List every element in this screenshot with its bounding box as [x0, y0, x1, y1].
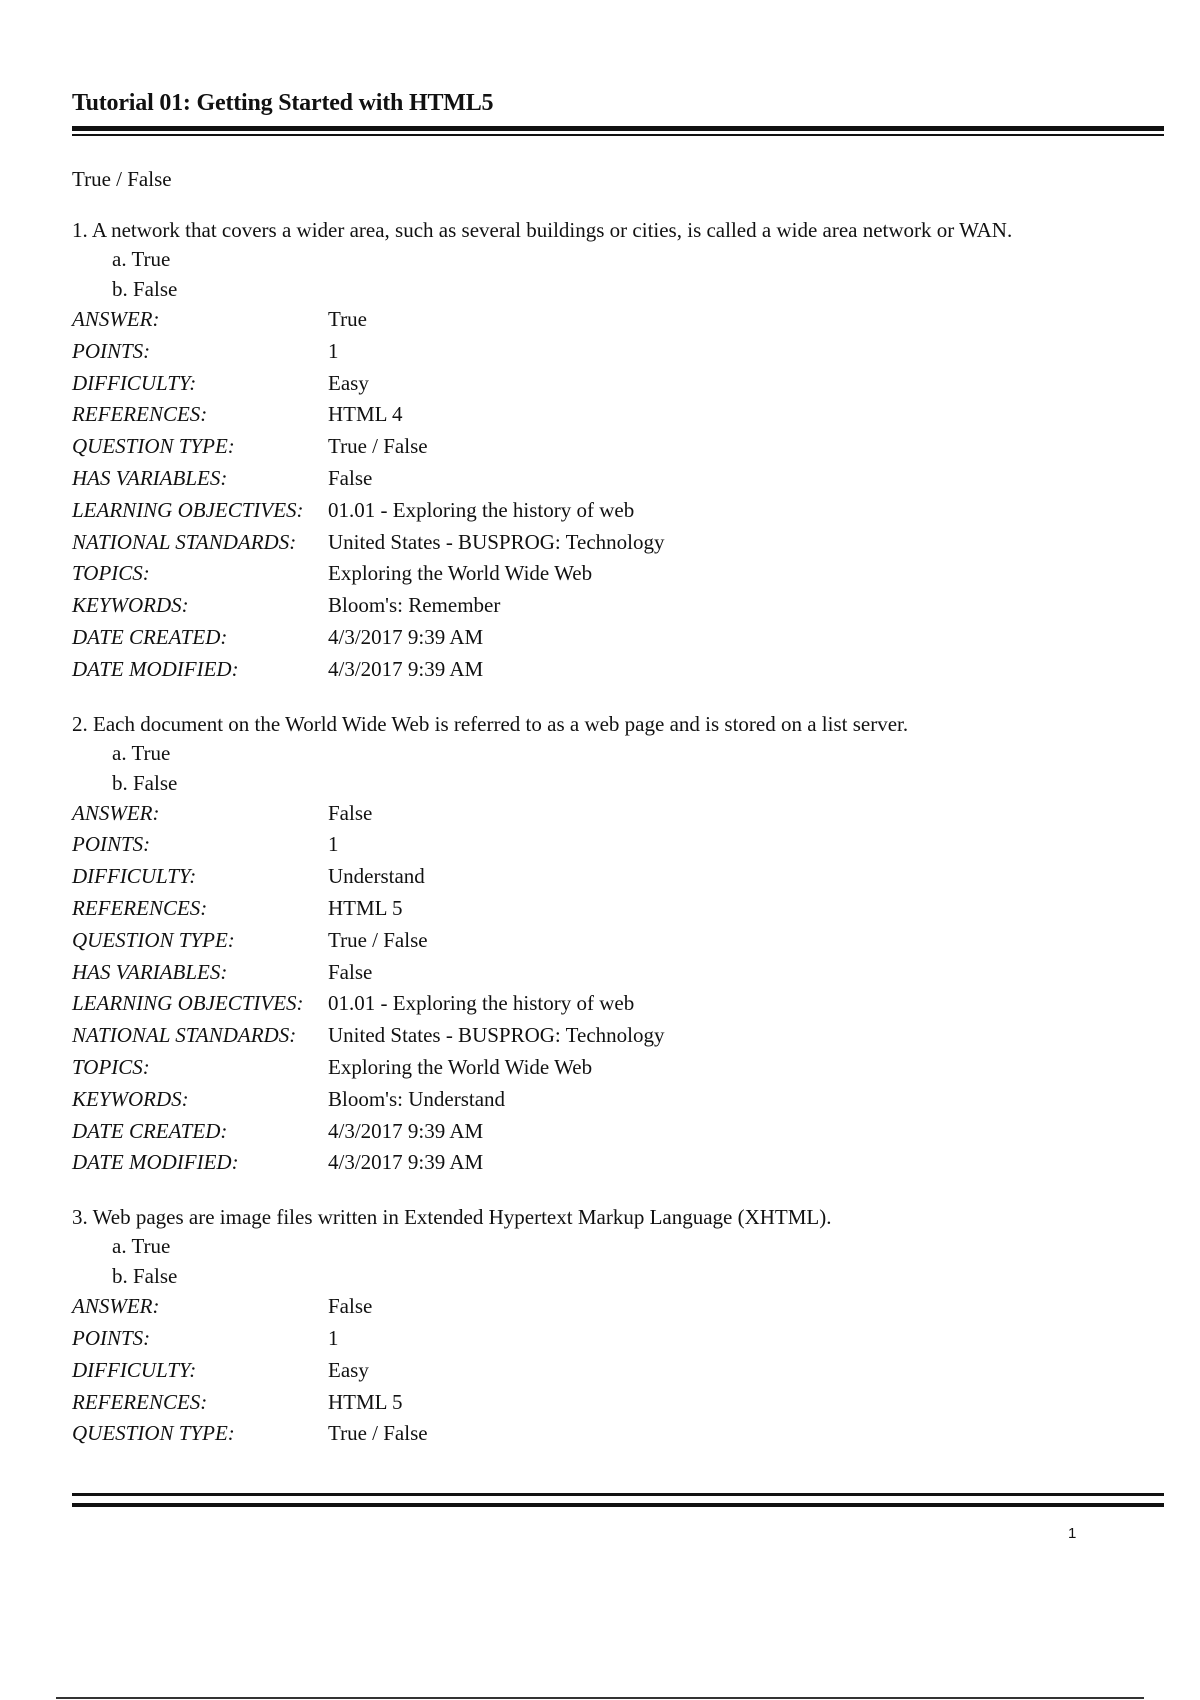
meta-label: QUESTION TYPE:	[72, 434, 235, 459]
meta-value: HTML 4	[328, 402, 403, 427]
meta-label: REFERENCES:	[72, 402, 208, 427]
meta-value: Exploring the World Wide Web	[328, 1054, 593, 1079]
question-3	[72, 1203, 1164, 1450]
meta-value: True / False	[328, 434, 428, 459]
header-double-rule	[72, 126, 1164, 136]
meta-value: HTML 5	[328, 1389, 403, 1414]
meta-row	[72, 1355, 1164, 1387]
question-1	[72, 216, 1164, 686]
meta-row	[72, 925, 1164, 957]
meta-label: ANSWER:	[72, 307, 160, 331]
meta-label: DIFFICULTY:	[72, 370, 197, 395]
meta-value: 4/3/2017 9:39 AM	[328, 624, 484, 649]
meta-label: HAS VARIABLES:	[72, 465, 228, 490]
meta-label: ANSWER:	[72, 800, 160, 825]
meta-row	[72, 1418, 1164, 1450]
meta-label: ANSWER:	[72, 1294, 160, 1319]
option-true: a. True	[112, 1234, 171, 1259]
meta-label: KEYWORDS:	[72, 593, 189, 618]
meta-label: QUESTION TYPE:	[72, 927, 235, 952]
meta-label: QUESTION TYPE:	[72, 1421, 235, 1446]
meta-row	[72, 1116, 1164, 1148]
question-text: 3. Web pages are image files written in Extended Hypertext Markup Language (XHTML).	[72, 1205, 832, 1230]
meta-row	[72, 988, 1164, 1020]
meta-label: KEYWORDS:	[72, 1086, 189, 1111]
meta-row	[72, 1323, 1164, 1355]
page-number: 1	[1068, 1525, 1077, 1542]
meta-value: 1	[328, 832, 339, 857]
option-false: b. False	[112, 277, 178, 301]
meta-value: False	[328, 800, 373, 825]
meta-row	[72, 463, 1164, 495]
meta-row	[72, 957, 1164, 989]
meta-label: POINTS:	[72, 338, 151, 363]
meta-value: 4/3/2017 9:39 AM	[328, 656, 484, 681]
meta-label: DATE MODIFIED:	[72, 1150, 239, 1175]
meta-row	[72, 431, 1164, 463]
meta-value: False	[328, 959, 373, 984]
meta-label: HAS VARIABLES:	[72, 959, 228, 984]
meta-value: True / False	[328, 1421, 428, 1446]
meta-row	[72, 368, 1164, 400]
meta-value: False	[328, 1294, 373, 1319]
option-true: a. True	[112, 247, 171, 271]
section-heading: True / False	[72, 167, 172, 191]
meta-label: NATIONAL STANDARDS:	[72, 1023, 297, 1048]
meta-row	[72, 304, 1164, 336]
meta-value: Easy	[328, 370, 369, 395]
meta-row	[72, 893, 1164, 925]
meta-row	[72, 654, 1164, 686]
meta-row	[72, 1291, 1164, 1323]
option-false: b. False	[112, 1264, 178, 1289]
meta-row	[72, 1147, 1164, 1179]
meta-label: REFERENCES:	[72, 1389, 208, 1414]
meta-label: DIFFICULTY:	[72, 864, 197, 889]
meta-row	[72, 829, 1164, 861]
meta-label: DATE CREATED:	[72, 624, 228, 649]
meta-label: REFERENCES:	[72, 895, 208, 920]
meta-value: Bloom's: Understand	[328, 1086, 506, 1111]
meta-label: LEARNING OBJECTIVES:	[72, 497, 304, 522]
meta-value: 01.01 - Exploring the history of web	[328, 991, 635, 1016]
meta-label: TOPICS:	[72, 1054, 150, 1079]
meta-value: Exploring the World Wide Web	[328, 561, 593, 586]
meta-value: HTML 5	[328, 895, 403, 920]
meta-value: True	[328, 307, 367, 331]
meta-row	[72, 1052, 1164, 1084]
meta-label: TOPICS:	[72, 561, 150, 586]
meta-row	[72, 1020, 1164, 1052]
meta-row	[72, 527, 1164, 559]
meta-value: Bloom's: Remember	[328, 593, 501, 618]
meta-value: Easy	[328, 1357, 369, 1382]
meta-row	[72, 399, 1164, 431]
meta-row	[72, 558, 1164, 590]
document-page	[72, 88, 1164, 1450]
meta-value: 01.01 - Exploring the history of web	[328, 497, 635, 522]
meta-label: LEARNING OBJECTIVES:	[72, 991, 304, 1016]
footer-double-rule	[72, 1493, 1164, 1507]
meta-row	[72, 798, 1164, 830]
meta-row	[72, 861, 1164, 893]
meta-row	[72, 336, 1164, 368]
meta-label: DATE CREATED:	[72, 1118, 228, 1143]
meta-value: Understand	[328, 864, 425, 889]
question-2	[72, 710, 1164, 1180]
option-true: a. True	[112, 740, 171, 765]
option-false: b. False	[112, 770, 178, 795]
meta-value: 1	[328, 1325, 339, 1350]
meta-row	[72, 1084, 1164, 1116]
meta-value: False	[328, 465, 373, 490]
document-title: Tutorial 01: Getting Started with HTML5	[72, 90, 494, 116]
meta-value: True / False	[328, 927, 428, 952]
meta-value: 4/3/2017 9:39 AM	[328, 1118, 484, 1143]
meta-value: United States - BUSPROG: Technology	[328, 1023, 665, 1048]
meta-value: United States - BUSPROG: Technology	[328, 529, 665, 554]
question-text: 2. Each document on the World Wide Web is referred to as a web page and is stored on a list server.	[72, 711, 909, 736]
meta-row	[72, 495, 1164, 527]
meta-label: DIFFICULTY:	[72, 1357, 197, 1382]
meta-value: 1	[328, 338, 339, 363]
meta-row	[72, 622, 1164, 654]
page-bottom-divider	[56, 1697, 1144, 1699]
meta-label: DATE MODIFIED:	[72, 656, 239, 681]
meta-value: 4/3/2017 9:39 AM	[328, 1150, 484, 1175]
meta-label: POINTS:	[72, 1325, 151, 1350]
meta-label: POINTS:	[72, 832, 151, 857]
meta-row	[72, 1387, 1164, 1419]
meta-row	[72, 590, 1164, 622]
question-text: 1. A network that covers a wider area, such as several buildings or cities, is called a wide area network or WAN.	[72, 218, 1013, 242]
meta-label: NATIONAL STANDARDS:	[72, 529, 297, 554]
